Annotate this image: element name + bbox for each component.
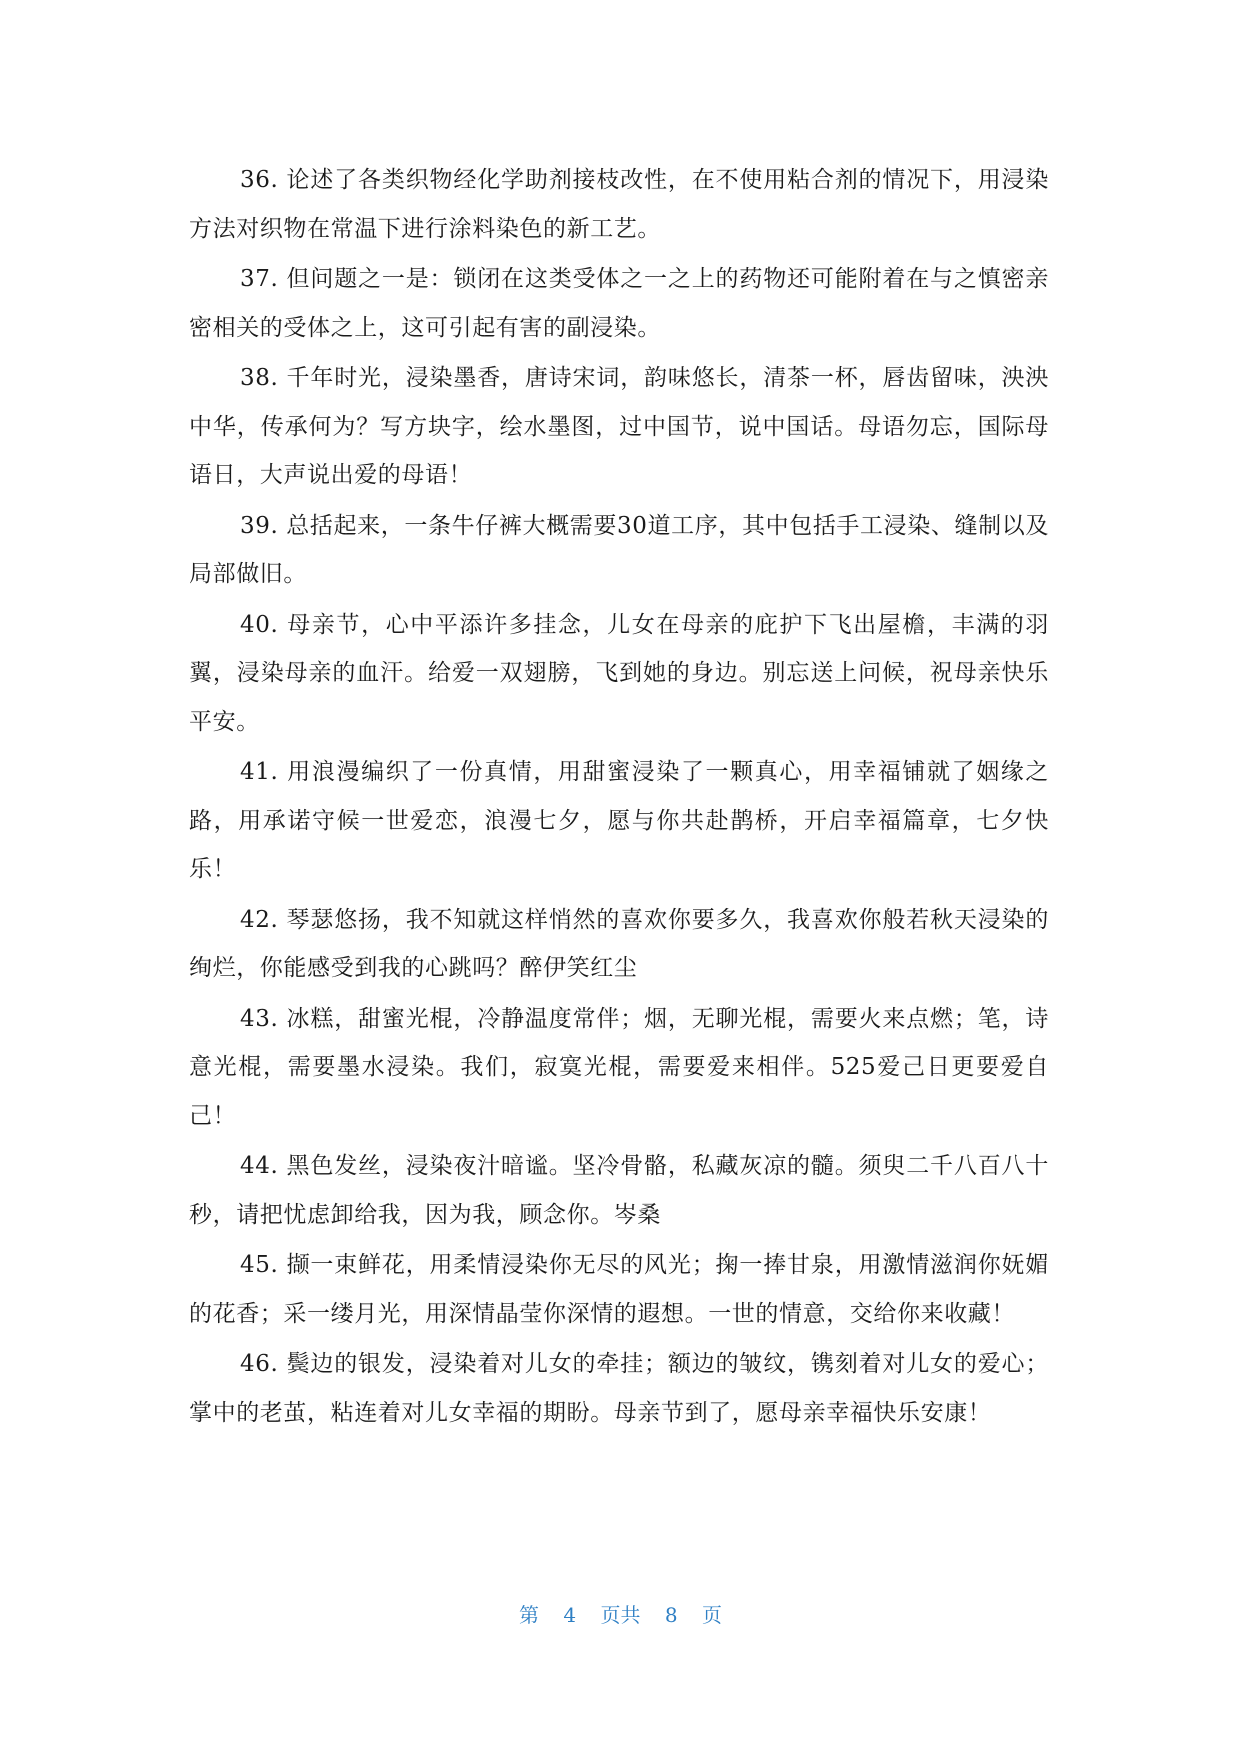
footer-suffix: 页 bbox=[701, 1603, 722, 1627]
paragraph-40: 40. 母亲节，心中平添许多挂念，儿女在母亲的庇护下飞出屋檐，丰满的羽翼，浸染母亲的血汗。给爱一双翅膀，飞到她的身边。别忘送上问候，祝母亲快乐平安。 bbox=[189, 611, 1049, 735]
paragraph-45: 45. 撷一束鲜花，用柔情浸染你无尽的风光；掬一捧甘泉，用激情滋润你妩媚的花香；采一缕月光，用深情晶莹你深情的遐想。一世的情意，交给你来收藏！ bbox=[189, 1252, 1049, 1327]
footer-current-page: 4 bbox=[563, 1603, 577, 1627]
page-footer bbox=[0, 1599, 1241, 1628]
paragraph-36: 36. 论述了各类织物经化学助剂接枝改性，在不使用粘合剂的情况下，用浸染方法对织物在常温下进行涂料染色的新工艺。 bbox=[189, 167, 1049, 242]
paragraph-39: 39. 总括起来，一条牛仔裤大概需要30道工序，其中包括手工浸染、缝制以及局部做旧。 bbox=[189, 512, 1049, 587]
paragraph-44: 44. 黑色发丝，浸染夜汁暗谧。坚冷骨骼，私藏灰凉的髓。须臾二千八百八十秒，请把忧虑卸给我，因为我，顾念你。岑桑 bbox=[189, 1153, 1049, 1228]
footer-prefix: 第 bbox=[519, 1603, 540, 1627]
paragraph-42: 42. 琴瑟悠扬，我不知就这样悄然的喜欢你要多久，我喜欢你般若秋天浸染的绚烂，你能感受到我的心跳吗？醉伊笑红尘 bbox=[189, 906, 1049, 981]
document-body bbox=[189, 156, 1049, 1439]
paragraph-41: 41. 用浪漫编织了一份真情，用甜蜜浸染了一颗真心，用幸福铺就了姻缘之路，用承诺守候一世爱恋，浪漫七夕，愿与你共赴鹊桥，开启幸福篇章，七夕快乐！ bbox=[189, 759, 1049, 882]
paragraph-46: 46. 鬓边的银发，浸染着对儿女的牵挂；额边的皱纹，镌刻着对儿女的爱心；掌中的老茧，粘连着对儿女幸福的期盼。母亲节到了，愿母亲幸福快乐安康！ bbox=[189, 1351, 1049, 1426]
footer-total-pages: 8 bbox=[664, 1603, 678, 1627]
paragraph-37: 37. 但问题之一是：锁闭在这类受体之一之上的药物还可能附着在与之慎密亲密相关的受体之上，这可引起有害的副浸染。 bbox=[189, 266, 1049, 341]
paragraph-38: 38. 千年时光，浸染墨香，唐诗宋词，韵味悠长，清茶一杯，唇齿留味，泱泱中华，传承何为？写方块字，绘水墨图，过中国节，说中国话。母语勿忘，国际母语日，大声说出爱的母语！ bbox=[189, 365, 1049, 488]
footer-middle: 页共 bbox=[600, 1603, 641, 1627]
paragraph-43: 43. 冰糕，甜蜜光棍，冷静温度常伴；烟，无聊光棍，需要火来点燃；笔，诗意光棍，需要墨水浸染。我们，寂寞光棍，需要爱来相伴。525爱己日更要爱自己！ bbox=[189, 1005, 1049, 1129]
